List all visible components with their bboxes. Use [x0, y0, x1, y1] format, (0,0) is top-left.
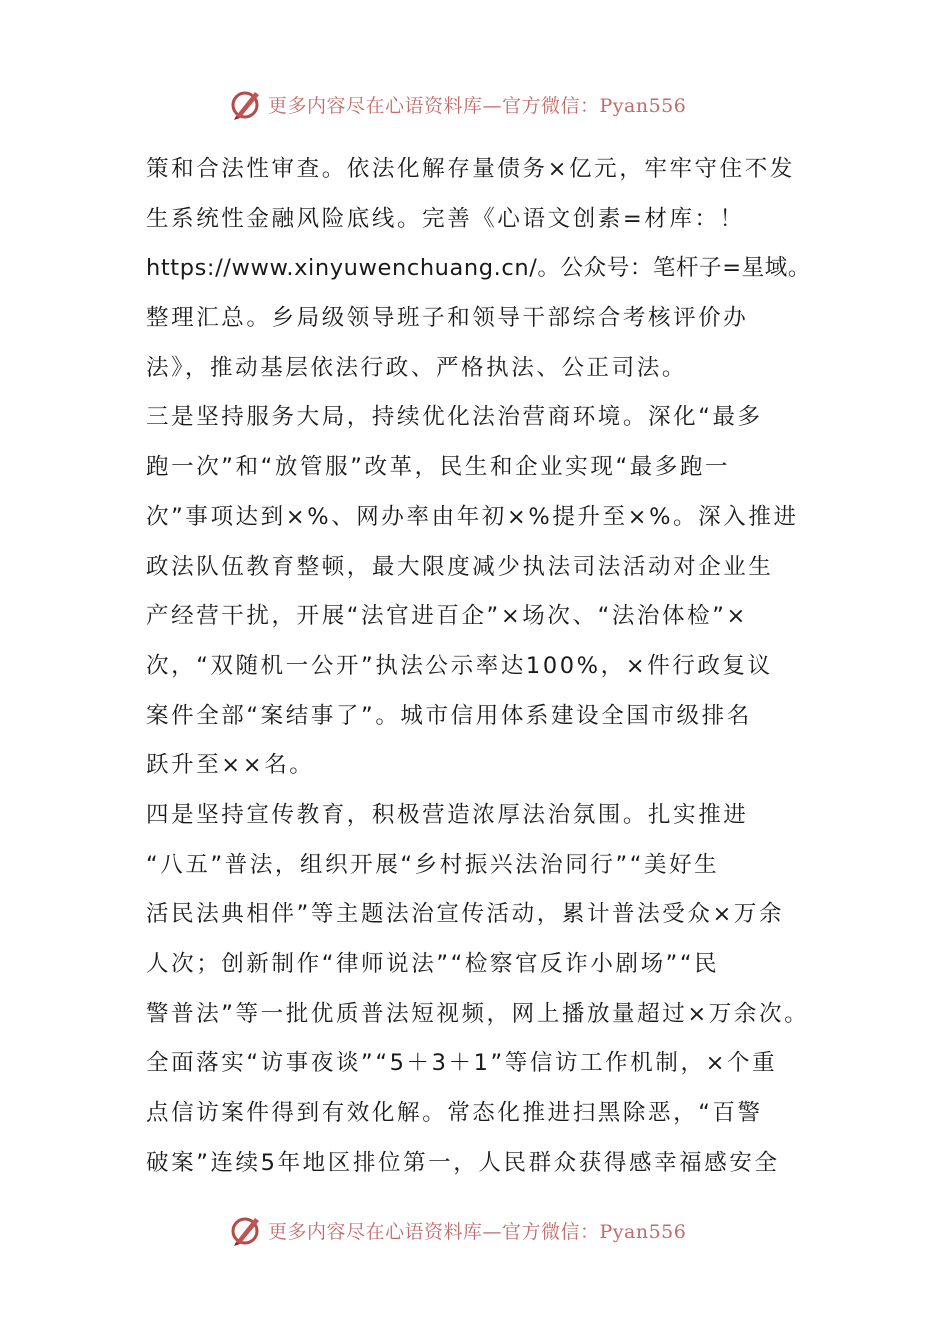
header-watermark-banner: [228, 82, 686, 126]
text-line: 案件全部“案结事了”。城市信用体系建设全国市级排名: [146, 702, 752, 729]
text-line: 产经营干扰，开展“法官进百企”×场次、“法治体检”×: [146, 603, 748, 630]
text-line: 次”事项达到×%、网办率由年初×%提升至×%。深入推进: [146, 503, 799, 530]
text-line: 人次；创新制作“律师说法”“检察官反诈小剧场”“民: [146, 951, 720, 977]
text-line: 整理汇总。乡局级领导班子和领导干部综合考核评价办: [146, 305, 749, 332]
text-line-url: https://www.xinyuwenchuang.cn/。公众号：笔杆子=星域。: [146, 255, 811, 282]
text-line: 活民法典相伴”等主题法治宣传活动，累计普法受众×万余: [146, 901, 785, 928]
text-line: 破案”连续5年地区排位第一，人民群众获得感幸福感安全: [146, 1149, 780, 1176]
text-line: 四是坚持宣传教育，积极营造浓厚法治氛围。扎实推进: [146, 801, 749, 828]
text-line: 生系统性金融风险底线。完善《心语文创素=材库：！: [146, 205, 745, 232]
text-line: 策和合法性审查。依法化解存量债务×亿元，牢牢守住不发: [146, 156, 795, 182]
pen-on-circle-logo-icon: [228, 86, 264, 122]
pen-on-circle-logo-icon: [228, 1212, 264, 1248]
text-line: “八五”普法，组织开展“乡村振兴法治同行”“美好生: [146, 851, 720, 878]
text-line: 政法队伍教育整顿，最大限度减少执法司法活动对企业生: [146, 553, 774, 580]
footer-watermark-banner: [228, 1208, 686, 1252]
text-line: 次，“双随机一公开”执法公示率达100%，×件行政复议: [146, 652, 773, 679]
text-line: 三是坚持服务大局，持续优化法治营商环境。深化“最多: [146, 404, 763, 431]
text-line: 警普法”等一批优质普法短视频，网上播放量超过×万余次。: [146, 1000, 810, 1027]
text-line: 跃升至××名。: [146, 752, 315, 779]
banner-text: 更多内容尽在心语资料库—官方微信：Pyan556: [268, 1220, 687, 1243]
document-body: [146, 145, 811, 1188]
text-line: 跑一次”和“放管服”改革，民生和企业实现“最多跑一: [146, 454, 731, 481]
banner-text: 更多内容尽在心语资料库—官方微信：Pyan556: [268, 94, 687, 117]
text-line: 全面落实“访事夜谈”“5＋3＋1”等信访工作机制，×个重: [146, 1050, 778, 1077]
text-line: 点信访案件得到有效化解。常态化推进扫黑除恶，“百警: [146, 1100, 763, 1127]
text-line: 法》，推动基层依法行政、严格执法、公正司法。: [146, 354, 687, 381]
